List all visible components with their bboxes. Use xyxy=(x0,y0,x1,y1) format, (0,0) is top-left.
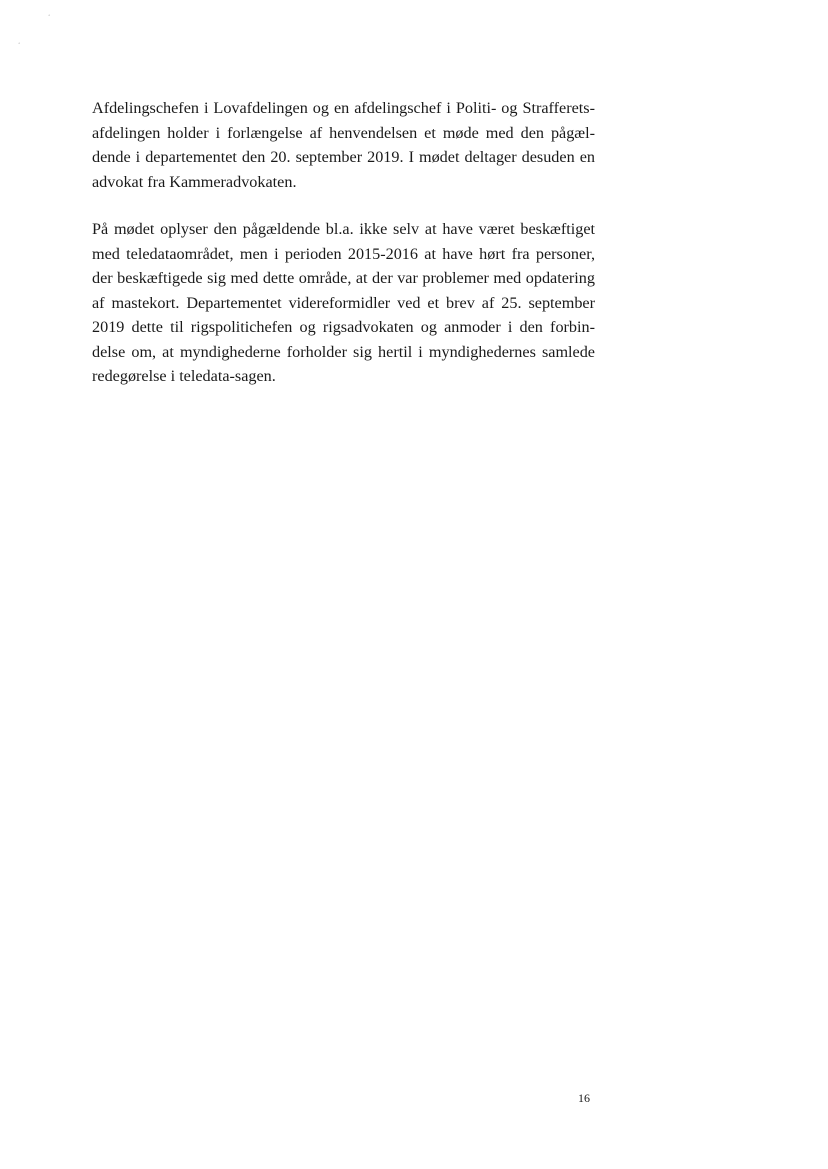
text-line: 2019 dette til rigspolitichefen og rigsadvokaten og anmoder i den forbin- xyxy=(92,318,595,336)
text-line: dende i departementet den 20. september 2019. I mødet deltager desuden en xyxy=(92,148,595,166)
text-line: delse om, at myndighederne forholder sig hertil i myndighedernes samlede xyxy=(92,342,595,361)
text-line: redegørelse i teledata-sagen. xyxy=(92,367,276,385)
scan-speck: ‘ xyxy=(48,13,51,21)
text-line: af mastekort. Departementet videreformidler ved et brev af 25. september xyxy=(92,293,595,312)
text-line: advokat fra Kammeradvokaten. xyxy=(92,172,297,191)
text-line: afdelingen holder i forlængelse af henvendelsen et møde med den pågæl- xyxy=(92,123,595,142)
text-line: der beskæftigede sig med dette område, at der var problemer med opdatering xyxy=(92,269,595,287)
paragraph xyxy=(92,96,595,194)
text-line: med teledataområdet, men i perioden 2015-2016 at have hørt fra personer, xyxy=(92,244,595,263)
paragraph xyxy=(92,217,595,389)
page-number: 16 xyxy=(578,1091,590,1105)
text-line: På mødet oplyser den pågældende bl.a. ikke selv at have været beskæftiget xyxy=(92,220,595,238)
text-line: Afdelingschefen i Lovafdelingen og en afdelingschef i Politi- og Strafferets- xyxy=(92,99,595,117)
scan-speck: ‘ xyxy=(18,41,21,49)
